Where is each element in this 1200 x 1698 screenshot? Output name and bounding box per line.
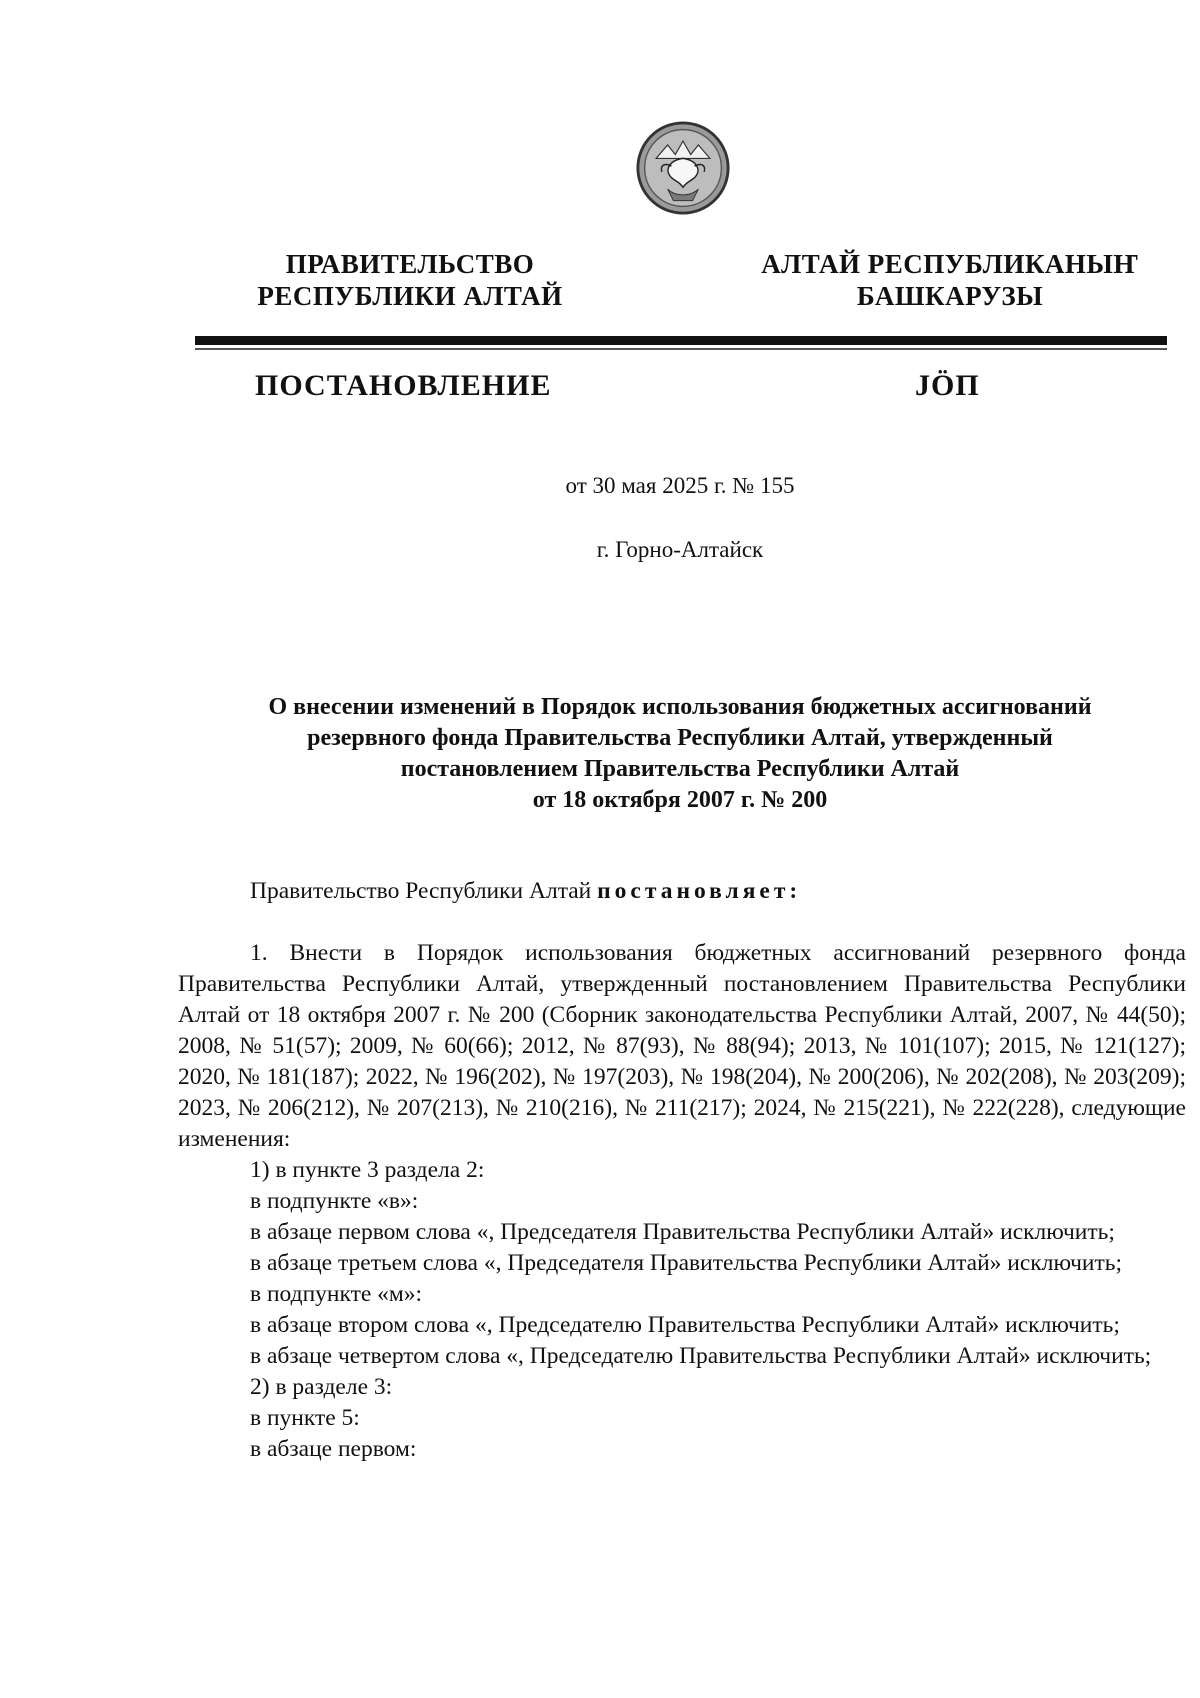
paragraph-subitem: в абзаце третьем слова «, Председателя Правительства Республики Алтай» исключить;: [250, 1250, 1123, 1276]
document-title-line1: О внесении изменений в Порядок использования бюджетных ассигнований: [268, 694, 1092, 720]
org-name-altai-line1: АЛТАЙ РЕСПУБЛИКАНЫҤ: [761, 249, 1139, 279]
enactment-clause: [250, 876, 1150, 907]
paragraph-subitem: в абзаце четвертом слова «, Председателю Правительства Республики Алтай» исключить;: [250, 1343, 1152, 1369]
header-divider-thin: [195, 348, 1167, 350]
paragraph-subitem: в пункте 5:: [250, 1405, 360, 1431]
doc-type-russian: ПОСТАНОВЛЕНИЕ: [255, 369, 552, 402]
paragraph-subitem: в подпункте «в»:: [250, 1188, 419, 1214]
document-title: [200, 692, 1160, 816]
header-divider-thick: [195, 336, 1167, 345]
paragraph-subitem: 1) в пункте 3 раздела 2:: [250, 1157, 485, 1183]
org-name-russian-line1: ПРАВИТЕЛЬСТВО: [285, 249, 535, 279]
paragraph-item-1: 1. Внести в Порядок использования бюджетных ассигнований резервного фонда Правительства Республики Алтай, утвержденный постановлением Правительства Республики Алтай от 18 октября 2007 г. № 200 (Сборник законодательства Республики Алтай, 2007, № 44(50); 2008, № 51(57); 2009, № 60(66); 2012, № 87(93), № 88(94); 2013, № 101(107); 2015, № 121(127); 2020, № 181(187); 2022, № 196(202), № 197(203), № 198(204), № 200(206), № 202(208), № 203(209); 2023, № 206(212), № 207(213), № 210(216), № 211(217); 2024, № 215(221), № 222(228), следующие изменения:: [178, 940, 1186, 1152]
paragraph-subitem: в абзаце первом слова «, Председателя Правительства Республики Алтай» исключить;: [250, 1219, 1115, 1245]
paragraph-subitem: в абзаце первом:: [250, 1436, 417, 1462]
org-name-russian-line2: РЕСПУБЛИКИ АЛТАЙ: [257, 281, 563, 311]
paragraph-subitem: в абзаце втором слова «, Председателю Правительства Республики Алтай» исключить;: [250, 1312, 1120, 1338]
document-city: г. Горно-Алтайск: [596, 537, 764, 562]
document-title-line3: постановлением Правительства Республики Алтай: [400, 756, 960, 782]
document-date-number: от 30 мая 2025 г. № 155: [565, 473, 795, 498]
enactment-subject: Правительство Республики Алтай: [250, 878, 598, 904]
org-name-altai: [740, 248, 1160, 312]
paragraph-subitem: в подпункте «м»:: [250, 1281, 423, 1307]
document-title-line4: от 18 октября 2007 г. № 200: [532, 787, 828, 813]
enactment-verb: постановляет:: [597, 878, 802, 904]
org-name-russian: [240, 248, 580, 312]
paragraph-subitem: 2) в разделе 3:: [250, 1374, 393, 1400]
document-body: [178, 938, 1186, 1465]
org-name-altai-line2: БАШКАРУЗЫ: [856, 281, 1044, 311]
document-title-line2: резервного фонда Правительства Республики Алтай, утвержденный: [307, 725, 1053, 751]
coat-of-arms-icon: [635, 120, 731, 216]
doc-type-altai: JӦП: [915, 369, 980, 402]
